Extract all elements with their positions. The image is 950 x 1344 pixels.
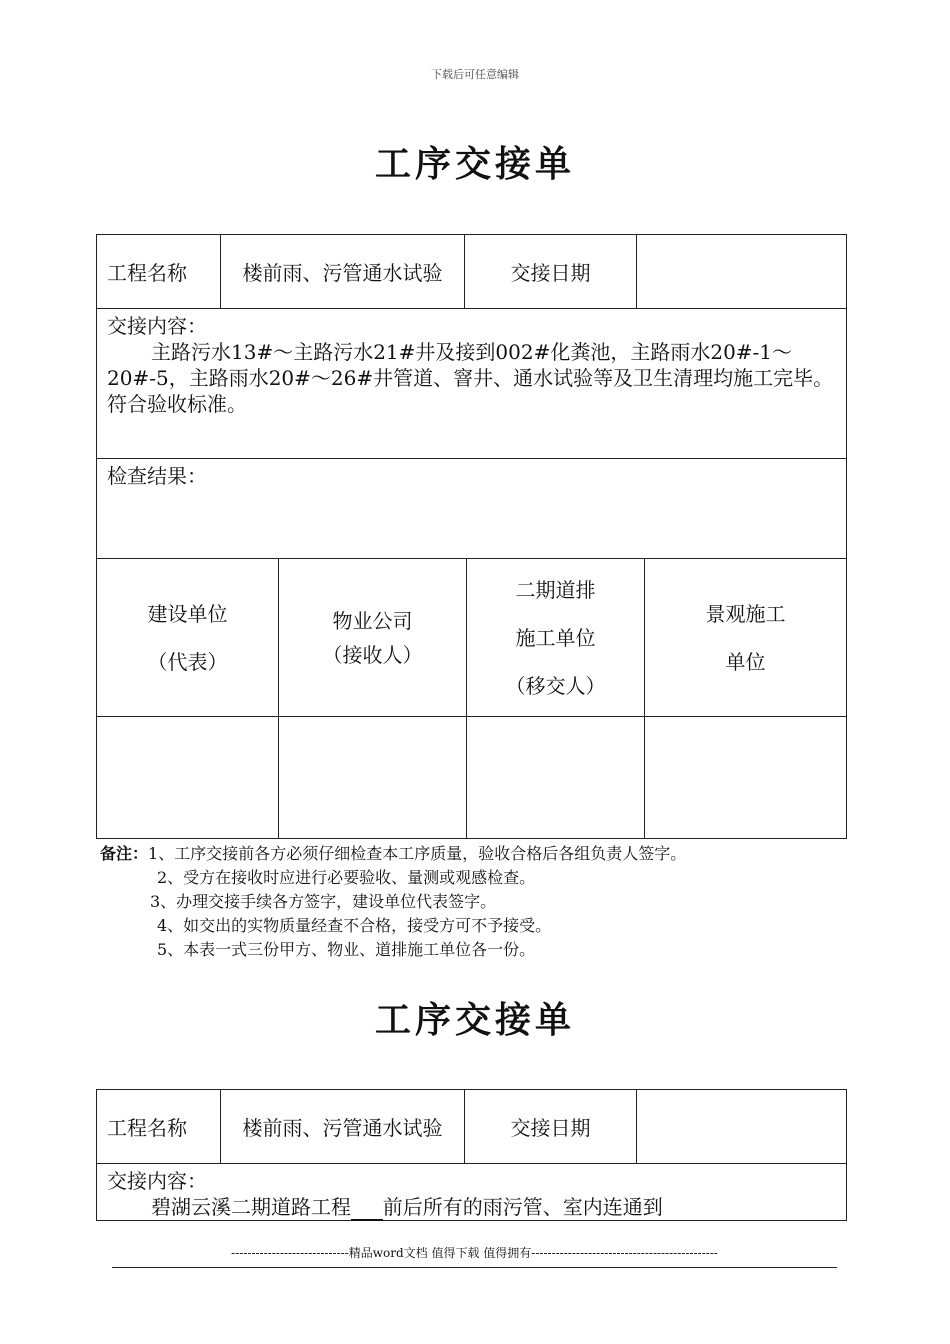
note-item: 3、办理交接手续各方签字，建设单位代表签字。 bbox=[150, 892, 497, 911]
handover-content-cell[interactable] bbox=[97, 1164, 847, 1221]
party-construction-unit bbox=[97, 559, 279, 717]
handover-form-2 bbox=[96, 1089, 847, 1221]
party-landscape-contractor bbox=[645, 559, 847, 717]
content-text-part: 碧湖云溪二期道路工程 bbox=[151, 1195, 351, 1219]
project-name-value[interactable]: 楼前雨、污管通水试验 bbox=[221, 1090, 465, 1164]
note-line-1 bbox=[100, 842, 860, 866]
page-title-2: 工序交接单 bbox=[374, 999, 575, 1041]
project-name-label: 工程名称 bbox=[97, 1090, 221, 1164]
handover-content-cell[interactable] bbox=[97, 309, 847, 459]
party-line: 单位 bbox=[725, 649, 766, 674]
handover-date-value[interactable] bbox=[637, 1090, 847, 1164]
notes-section bbox=[100, 842, 860, 962]
page-title: 工序交接单 bbox=[374, 143, 575, 185]
party-line: 建设单位 bbox=[147, 601, 228, 626]
signature-landscape-contractor[interactable] bbox=[645, 717, 847, 839]
party-line: 施工单位 bbox=[515, 625, 596, 650]
party-line: （代表） bbox=[147, 649, 228, 674]
inspection-result-cell[interactable] bbox=[97, 459, 847, 559]
project-name-value[interactable]: 楼前雨、污管通水试验 bbox=[221, 235, 465, 309]
notes-prefix: 备注： bbox=[100, 844, 149, 863]
content-text-part: 前后所有的雨污管、室内连通到 bbox=[382, 1195, 663, 1219]
party-road-drainage-contractor bbox=[467, 559, 645, 717]
signature-road-drainage-contractor[interactable] bbox=[467, 717, 645, 839]
note-item: 5、本表一式三份甲方、物业、道排施工单位各一份。 bbox=[157, 940, 536, 959]
note-item: 2、受方在接收时应进行必要验收、量测或观感检查。 bbox=[157, 868, 536, 887]
handover-content-label: 交接内容： bbox=[107, 314, 207, 338]
handover-form-1 bbox=[96, 234, 847, 839]
handover-content-label: 交接内容： bbox=[107, 1169, 207, 1193]
party-line: 景观施工 bbox=[705, 601, 786, 626]
party-line: （接收人） bbox=[322, 642, 423, 667]
footer-banner: -----------------------------精品word文档 值得下载 值得拥有---------------------------------------------- bbox=[112, 1244, 837, 1268]
party-property-company bbox=[279, 559, 467, 717]
handover-content-text: 主路污水13#～主路污水21#井及接到002#化粪池，主路雨水20#-1～20#-5，主路雨水20#～26#井管道、窨井、通水试验等及卫生清理均施工完毕。符合验收标准。 bbox=[107, 340, 834, 416]
content-blank-field[interactable] bbox=[351, 1195, 383, 1221]
note-item: 1、工序交接前各方必须仔细检查本工序质量，验收合格后各组负责人签字。 bbox=[148, 844, 687, 863]
signature-construction-unit[interactable] bbox=[97, 717, 279, 839]
handover-date-value[interactable] bbox=[637, 235, 847, 309]
handover-date-label: 交接日期 bbox=[465, 235, 637, 309]
header-note: 下载后可任意编辑 bbox=[431, 68, 519, 81]
project-name-label: 工程名称 bbox=[97, 235, 221, 309]
party-line: 物业公司 bbox=[332, 608, 413, 633]
signature-property-company[interactable] bbox=[279, 717, 467, 839]
handover-date-label: 交接日期 bbox=[465, 1090, 637, 1164]
inspection-result-label: 检查结果： bbox=[107, 464, 207, 488]
note-item: 4、如交出的实物质量经查不合格，接受方可不予接受。 bbox=[157, 916, 552, 935]
party-line: 二期道排 bbox=[515, 577, 596, 602]
party-line: （移交人） bbox=[505, 673, 606, 698]
handover-content-text bbox=[107, 1194, 836, 1220]
